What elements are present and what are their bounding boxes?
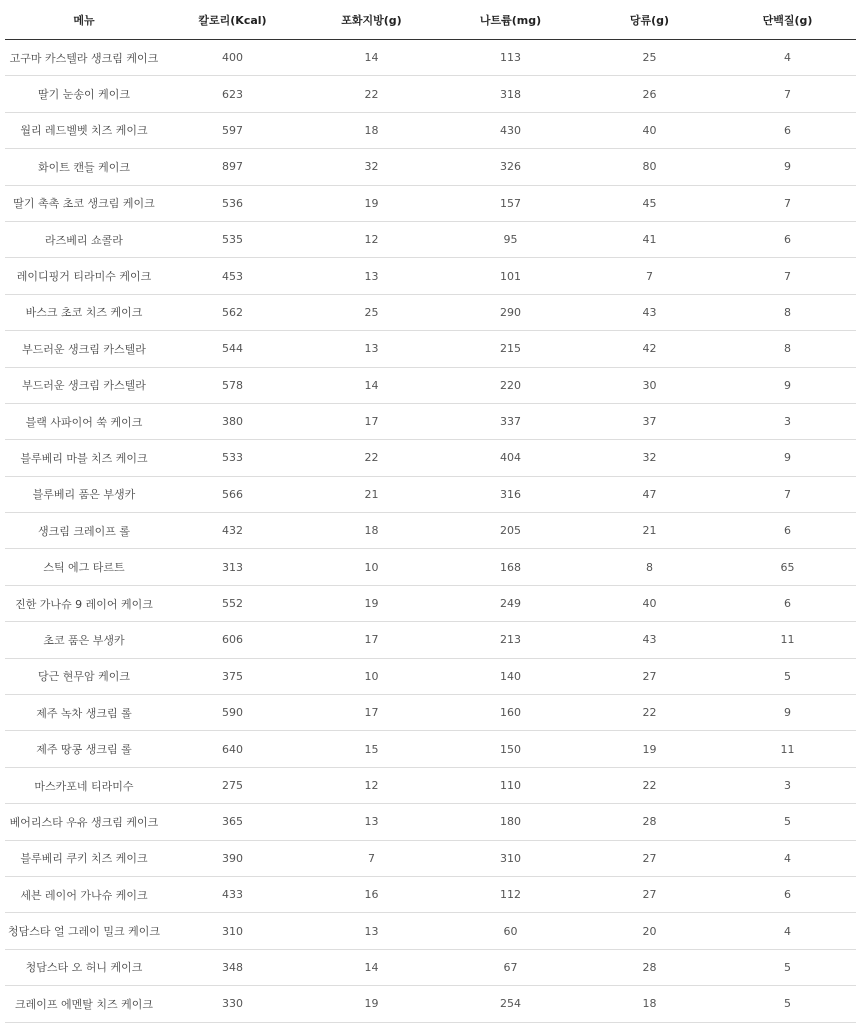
cell-calories: 536 xyxy=(163,185,302,221)
cell-calories: 453 xyxy=(163,258,302,294)
table-row xyxy=(5,76,856,112)
table-row xyxy=(5,695,856,731)
cell-menu: 월리 레드벨벳 치즈 케이크 xyxy=(5,112,163,148)
cell-sugars: 7 xyxy=(580,258,719,294)
cell-saturated-fat: 12 xyxy=(302,221,441,257)
cell-calories: 432 xyxy=(163,513,302,549)
table-row xyxy=(5,658,856,694)
header-sugars: 당류(g) xyxy=(580,1,719,40)
cell-saturated-fat: 19 xyxy=(302,986,441,1022)
cell-calories: 390 xyxy=(163,840,302,876)
cell-sodium: 60 xyxy=(441,913,580,949)
cell-menu: 크레이프 에멘탈 치즈 케이크 xyxy=(5,986,163,1022)
cell-protein: 5 xyxy=(719,658,856,694)
table-row xyxy=(5,403,856,439)
cell-calories: 375 xyxy=(163,658,302,694)
cell-protein: 6 xyxy=(719,112,856,148)
cell-sodium: 310 xyxy=(441,840,580,876)
table-row xyxy=(5,258,856,294)
cell-sugars: 8 xyxy=(580,549,719,585)
table-row xyxy=(5,949,856,985)
cell-menu: 고구마 카스텔라 생크림 케이크 xyxy=(5,40,163,76)
cell-sodium: 160 xyxy=(441,695,580,731)
cell-protein: 7 xyxy=(719,185,856,221)
cell-sodium: 168 xyxy=(441,549,580,585)
cell-sodium: 180 xyxy=(441,804,580,840)
cell-sugars: 26 xyxy=(580,76,719,112)
cell-protein: 11 xyxy=(719,622,856,658)
table-body xyxy=(5,40,856,1023)
cell-sodium: 140 xyxy=(441,658,580,694)
cell-sugars: 19 xyxy=(580,731,719,767)
cell-protein: 9 xyxy=(719,149,856,185)
table-row xyxy=(5,40,856,76)
cell-menu: 라즈베리 쇼콜라 xyxy=(5,221,163,257)
cell-saturated-fat: 10 xyxy=(302,658,441,694)
cell-calories: 275 xyxy=(163,767,302,803)
cell-calories: 433 xyxy=(163,876,302,912)
table-row xyxy=(5,986,856,1022)
cell-sugars: 27 xyxy=(580,876,719,912)
cell-protein: 4 xyxy=(719,913,856,949)
cell-sodium: 220 xyxy=(441,367,580,403)
cell-sodium: 249 xyxy=(441,585,580,621)
header-calories: 칼로리(Kcal) xyxy=(163,1,302,40)
header-protein: 단백질(g) xyxy=(719,1,856,40)
cell-calories: 310 xyxy=(163,913,302,949)
cell-sodium: 157 xyxy=(441,185,580,221)
cell-sugars: 41 xyxy=(580,221,719,257)
cell-saturated-fat: 17 xyxy=(302,695,441,731)
cell-saturated-fat: 14 xyxy=(302,949,441,985)
cell-sodium: 430 xyxy=(441,112,580,148)
cell-calories: 606 xyxy=(163,622,302,658)
cell-sodium: 112 xyxy=(441,876,580,912)
table-row xyxy=(5,367,856,403)
cell-sodium: 326 xyxy=(441,149,580,185)
cell-protein: 6 xyxy=(719,876,856,912)
cell-menu: 마스카포네 티라미수 xyxy=(5,767,163,803)
table-row xyxy=(5,112,856,148)
cell-calories: 535 xyxy=(163,221,302,257)
cell-calories: 533 xyxy=(163,440,302,476)
cell-sugars: 28 xyxy=(580,804,719,840)
cell-menu: 블루베리 쿠키 치즈 케이크 xyxy=(5,840,163,876)
cell-sodium: 254 xyxy=(441,986,580,1022)
cell-sugars: 37 xyxy=(580,403,719,439)
cell-sugars: 20 xyxy=(580,913,719,949)
cell-menu: 부드러운 생크림 카스텔라 xyxy=(5,331,163,367)
cell-sugars: 18 xyxy=(580,986,719,1022)
cell-saturated-fat: 19 xyxy=(302,185,441,221)
cell-saturated-fat: 19 xyxy=(302,585,441,621)
header-sodium: 나트륨(mg) xyxy=(441,1,580,40)
table-row xyxy=(5,549,856,585)
cell-menu: 세븐 레이어 가나슈 케이크 xyxy=(5,876,163,912)
cell-calories: 590 xyxy=(163,695,302,731)
cell-protein: 6 xyxy=(719,585,856,621)
cell-sugars: 40 xyxy=(580,112,719,148)
table-row xyxy=(5,622,856,658)
table-row xyxy=(5,767,856,803)
cell-sodium: 337 xyxy=(441,403,580,439)
table-row xyxy=(5,513,856,549)
cell-protein: 8 xyxy=(719,294,856,330)
cell-saturated-fat: 13 xyxy=(302,804,441,840)
cell-protein: 5 xyxy=(719,804,856,840)
cell-sodium: 101 xyxy=(441,258,580,294)
cell-sugars: 47 xyxy=(580,476,719,512)
cell-protein: 5 xyxy=(719,986,856,1022)
cell-saturated-fat: 22 xyxy=(302,440,441,476)
table-row xyxy=(5,476,856,512)
cell-sugars: 30 xyxy=(580,367,719,403)
cell-protein: 6 xyxy=(719,513,856,549)
table-row xyxy=(5,331,856,367)
cell-saturated-fat: 13 xyxy=(302,913,441,949)
cell-protein: 4 xyxy=(719,840,856,876)
cell-calories: 544 xyxy=(163,331,302,367)
cell-calories: 623 xyxy=(163,76,302,112)
cell-saturated-fat: 13 xyxy=(302,258,441,294)
cell-protein: 11 xyxy=(719,731,856,767)
cell-protein: 9 xyxy=(719,440,856,476)
table-row xyxy=(5,913,856,949)
cell-sugars: 22 xyxy=(580,767,719,803)
cell-protein: 9 xyxy=(719,695,856,731)
cell-calories: 348 xyxy=(163,949,302,985)
cell-saturated-fat: 21 xyxy=(302,476,441,512)
cell-sugars: 43 xyxy=(580,622,719,658)
cell-menu: 바스크 초코 치즈 케이크 xyxy=(5,294,163,330)
cell-saturated-fat: 7 xyxy=(302,840,441,876)
header-saturated-fat: 포화지방(g) xyxy=(302,1,441,40)
table-row xyxy=(5,221,856,257)
table-row xyxy=(5,731,856,767)
cell-saturated-fat: 10 xyxy=(302,549,441,585)
cell-menu: 청담스타 얼 그레이 밀크 케이크 xyxy=(5,913,163,949)
cell-sodium: 290 xyxy=(441,294,580,330)
cell-sugars: 32 xyxy=(580,440,719,476)
cell-calories: 330 xyxy=(163,986,302,1022)
cell-protein: 8 xyxy=(719,331,856,367)
cell-sodium: 113 xyxy=(441,40,580,76)
cell-calories: 566 xyxy=(163,476,302,512)
cell-menu: 레이디핑거 티라미수 케이크 xyxy=(5,258,163,294)
cell-sodium: 110 xyxy=(441,767,580,803)
cell-sodium: 213 xyxy=(441,622,580,658)
cell-protein: 3 xyxy=(719,767,856,803)
cell-saturated-fat: 14 xyxy=(302,367,441,403)
cell-protein: 7 xyxy=(719,76,856,112)
cell-sodium: 215 xyxy=(441,331,580,367)
cell-sugars: 40 xyxy=(580,585,719,621)
table-row xyxy=(5,294,856,330)
cell-saturated-fat: 17 xyxy=(302,622,441,658)
cell-menu: 베어리스타 우유 생크림 케이크 xyxy=(5,804,163,840)
cell-menu: 블랙 사파이어 쑥 케이크 xyxy=(5,403,163,439)
cell-sugars: 42 xyxy=(580,331,719,367)
cell-menu: 딸기 촉촉 초코 생크림 케이크 xyxy=(5,185,163,221)
cell-protein: 6 xyxy=(719,221,856,257)
cell-menu: 진한 가나슈 9 레이어 케이크 xyxy=(5,585,163,621)
cell-calories: 400 xyxy=(163,40,302,76)
cell-sugars: 80 xyxy=(580,149,719,185)
cell-protein: 3 xyxy=(719,403,856,439)
table-row xyxy=(5,585,856,621)
cell-menu: 청담스타 오 허니 케이크 xyxy=(5,949,163,985)
cell-menu: 제주 녹차 생크림 롤 xyxy=(5,695,163,731)
cell-menu: 부드러운 생크림 카스텔라 xyxy=(5,367,163,403)
cell-calories: 365 xyxy=(163,804,302,840)
cell-protein: 7 xyxy=(719,476,856,512)
cell-sugars: 27 xyxy=(580,658,719,694)
cell-sodium: 318 xyxy=(441,76,580,112)
table-row xyxy=(5,876,856,912)
cell-saturated-fat: 18 xyxy=(302,513,441,549)
cell-protein: 7 xyxy=(719,258,856,294)
cell-menu: 스틱 에그 타르트 xyxy=(5,549,163,585)
cell-calories: 897 xyxy=(163,149,302,185)
cell-calories: 640 xyxy=(163,731,302,767)
cell-calories: 562 xyxy=(163,294,302,330)
cell-saturated-fat: 22 xyxy=(302,76,441,112)
table-row xyxy=(5,804,856,840)
cell-saturated-fat: 16 xyxy=(302,876,441,912)
cell-calories: 313 xyxy=(163,549,302,585)
cell-sugars: 21 xyxy=(580,513,719,549)
cell-calories: 552 xyxy=(163,585,302,621)
cell-protein: 9 xyxy=(719,367,856,403)
cell-protein: 4 xyxy=(719,40,856,76)
cell-protein: 65 xyxy=(719,549,856,585)
cell-sugars: 27 xyxy=(580,840,719,876)
cell-sugars: 43 xyxy=(580,294,719,330)
cell-saturated-fat: 17 xyxy=(302,403,441,439)
cell-sodium: 205 xyxy=(441,513,580,549)
cell-menu: 제주 땅콩 생크림 롤 xyxy=(5,731,163,767)
header-row xyxy=(5,1,856,40)
cell-menu: 초코 품은 부생카 xyxy=(5,622,163,658)
nutrition-table xyxy=(5,0,856,1023)
cell-saturated-fat: 15 xyxy=(302,731,441,767)
cell-saturated-fat: 18 xyxy=(302,112,441,148)
cell-saturated-fat: 25 xyxy=(302,294,441,330)
cell-sugars: 25 xyxy=(580,40,719,76)
cell-sodium: 95 xyxy=(441,221,580,257)
cell-calories: 597 xyxy=(163,112,302,148)
table-row xyxy=(5,185,856,221)
cell-saturated-fat: 14 xyxy=(302,40,441,76)
cell-saturated-fat: 32 xyxy=(302,149,441,185)
cell-calories: 578 xyxy=(163,367,302,403)
cell-sugars: 45 xyxy=(580,185,719,221)
cell-saturated-fat: 12 xyxy=(302,767,441,803)
table-row xyxy=(5,149,856,185)
cell-calories: 380 xyxy=(163,403,302,439)
cell-menu: 블루베리 마블 치즈 케이크 xyxy=(5,440,163,476)
cell-sugars: 28 xyxy=(580,949,719,985)
cell-sodium: 316 xyxy=(441,476,580,512)
header-menu: 메뉴 xyxy=(5,1,163,40)
cell-sodium: 67 xyxy=(441,949,580,985)
table-row xyxy=(5,840,856,876)
cell-menu: 딸기 눈송이 케이크 xyxy=(5,76,163,112)
cell-saturated-fat: 13 xyxy=(302,331,441,367)
cell-sodium: 404 xyxy=(441,440,580,476)
cell-protein: 5 xyxy=(719,949,856,985)
cell-sodium: 150 xyxy=(441,731,580,767)
cell-sugars: 22 xyxy=(580,695,719,731)
table-header xyxy=(5,1,856,40)
table-row xyxy=(5,440,856,476)
cell-menu: 당근 현무암 케이크 xyxy=(5,658,163,694)
cell-menu: 생크림 크레이프 롤 xyxy=(5,513,163,549)
cell-menu: 블루베리 품은 부생카 xyxy=(5,476,163,512)
cell-menu: 화이트 캔들 케이크 xyxy=(5,149,163,185)
